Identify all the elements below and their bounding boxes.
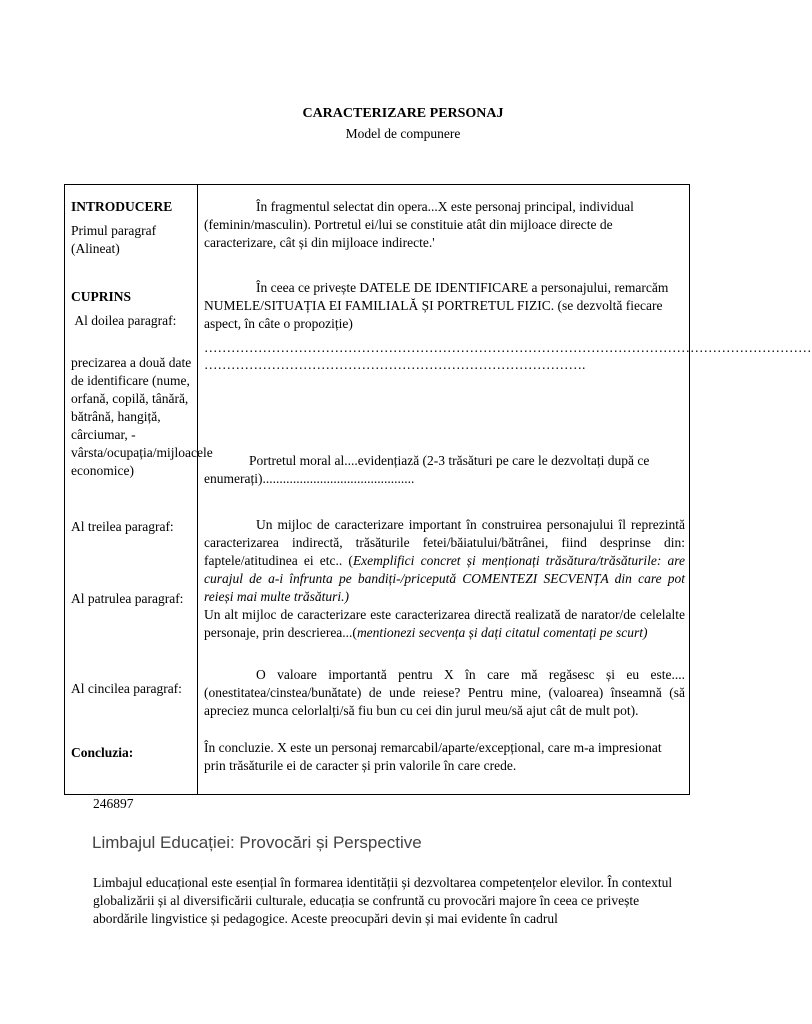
conclusion-text: În concluzie. X este un personaj remarcabil/aparte/excepțional, care m-a impresionat prin trăsăturile ei de caracter și prin valorile în care crede. bbox=[204, 740, 662, 773]
cuprins-label: CUPRINS bbox=[71, 289, 132, 304]
article-paragraph: Limbajul educațional este esențial în formarea identității și dezvoltarea competențelor elevilor. În contextul globalizării și al diversificării culturale, educația se confruntă cu provocări majore în ceea ce privește abordările lingvistice și pedagogice. Aceste preocupări devin și mai evidente în cadrul bbox=[93, 875, 673, 926]
third-paragraph-label: Al treilea paragraf: bbox=[71, 519, 174, 534]
third-paragraph-text bbox=[204, 516, 685, 606]
fourth-paragraph-italic: mentionezi secvența și dați citatul comentați pe scurt) bbox=[356, 625, 648, 640]
fifth-paragraph-text: O valoare importantă pentru X în care mă regăsesc și eu este.... (onestitatea/cinstea/bunătate) de unde reiese? Pentru mine, (valoarea) înseamnă (să apreciez munca celorlalți/să fiu bun cu cei din jurul meu/să ajut cât de mult pot). bbox=[204, 667, 685, 718]
intro-label: INTRODUCERE bbox=[71, 199, 173, 214]
cuprins-details: precizarea a două date de identificare (nume, orfană, copilă, tânără, bătrână, hangiță, cârciumar, -vârsta/ocupația/mijloacele economice) bbox=[71, 355, 213, 478]
intro-sublabel: Primul paragraf (Alineat) bbox=[71, 223, 157, 256]
fourth-paragraph-label: Al patrulea paragraf: bbox=[71, 591, 184, 606]
third-paragraph-plain: Un mijloc de caracterizare important în construirea personajului îl reprezintă caracterizarea indirectă, trăsăturile fetei/băiatului/bătrânei, fiind desprinse din: faptele/atitudinea ei etc.. ( bbox=[204, 517, 685, 568]
fourth-paragraph-text bbox=[204, 606, 685, 642]
fifth-paragraph-label: Al cincilea paragraf: bbox=[71, 681, 182, 696]
fourth-paragraph-plain: Un alt mijloc de caracterizare este caracterizarea directă realizată de narator/de celelalte personaje, prin descrierea...( bbox=[204, 607, 685, 640]
conclusion-label: Concluzia: bbox=[71, 745, 134, 760]
dotted-line-1: ……………………………………………………………………………………………………………………… bbox=[204, 340, 812, 355]
intro-text: În fragmentul selectat din opera...X este personaj principal, individual (feminin/masculin). Portretul ei/lui se constituie atât din mijloace directe de caracterizare, cât și din mijloace indirecte.' bbox=[204, 199, 634, 250]
third-paragraph-italic: Exemplifici concret și menționați trăsătura/trăsăturile: are curajul de a-i înfrunta pe bandiți-/pricepută COMENTEZI SECVENȚA din care pot reieși mai multe trăsături.) bbox=[204, 553, 685, 604]
cuprins-text: În ceea ce privește DATELE DE IDENTIFICARE a personajului, remarcăm NUMELE/SITUAȚIA EI FAMILIALĂ ȘI PORTRETUL FIZIC. (se dezvoltă fiecare aspect, în câte o propoziție) bbox=[204, 280, 669, 331]
document-subtitle: Model de compunere bbox=[345, 126, 461, 141]
article-heading: Limbajul Educației: Provocări și Perspective bbox=[92, 833, 422, 852]
cuprins-sublabel: Al doilea paragraf: bbox=[71, 313, 177, 328]
document-title: CARACTERIZARE PERSONAJ bbox=[302, 106, 504, 121]
page-number: 246897 bbox=[93, 796, 134, 811]
composition-table bbox=[64, 184, 812, 795]
dotted-line-2: …………………………………………………………………………. bbox=[204, 357, 586, 372]
column-divider bbox=[197, 185, 198, 794]
moral-portrait-text: Portretul moral al....evidențiază (2-3 trăsături pe care le dezvoltați după ce enumerați)............................................. bbox=[204, 453, 650, 486]
